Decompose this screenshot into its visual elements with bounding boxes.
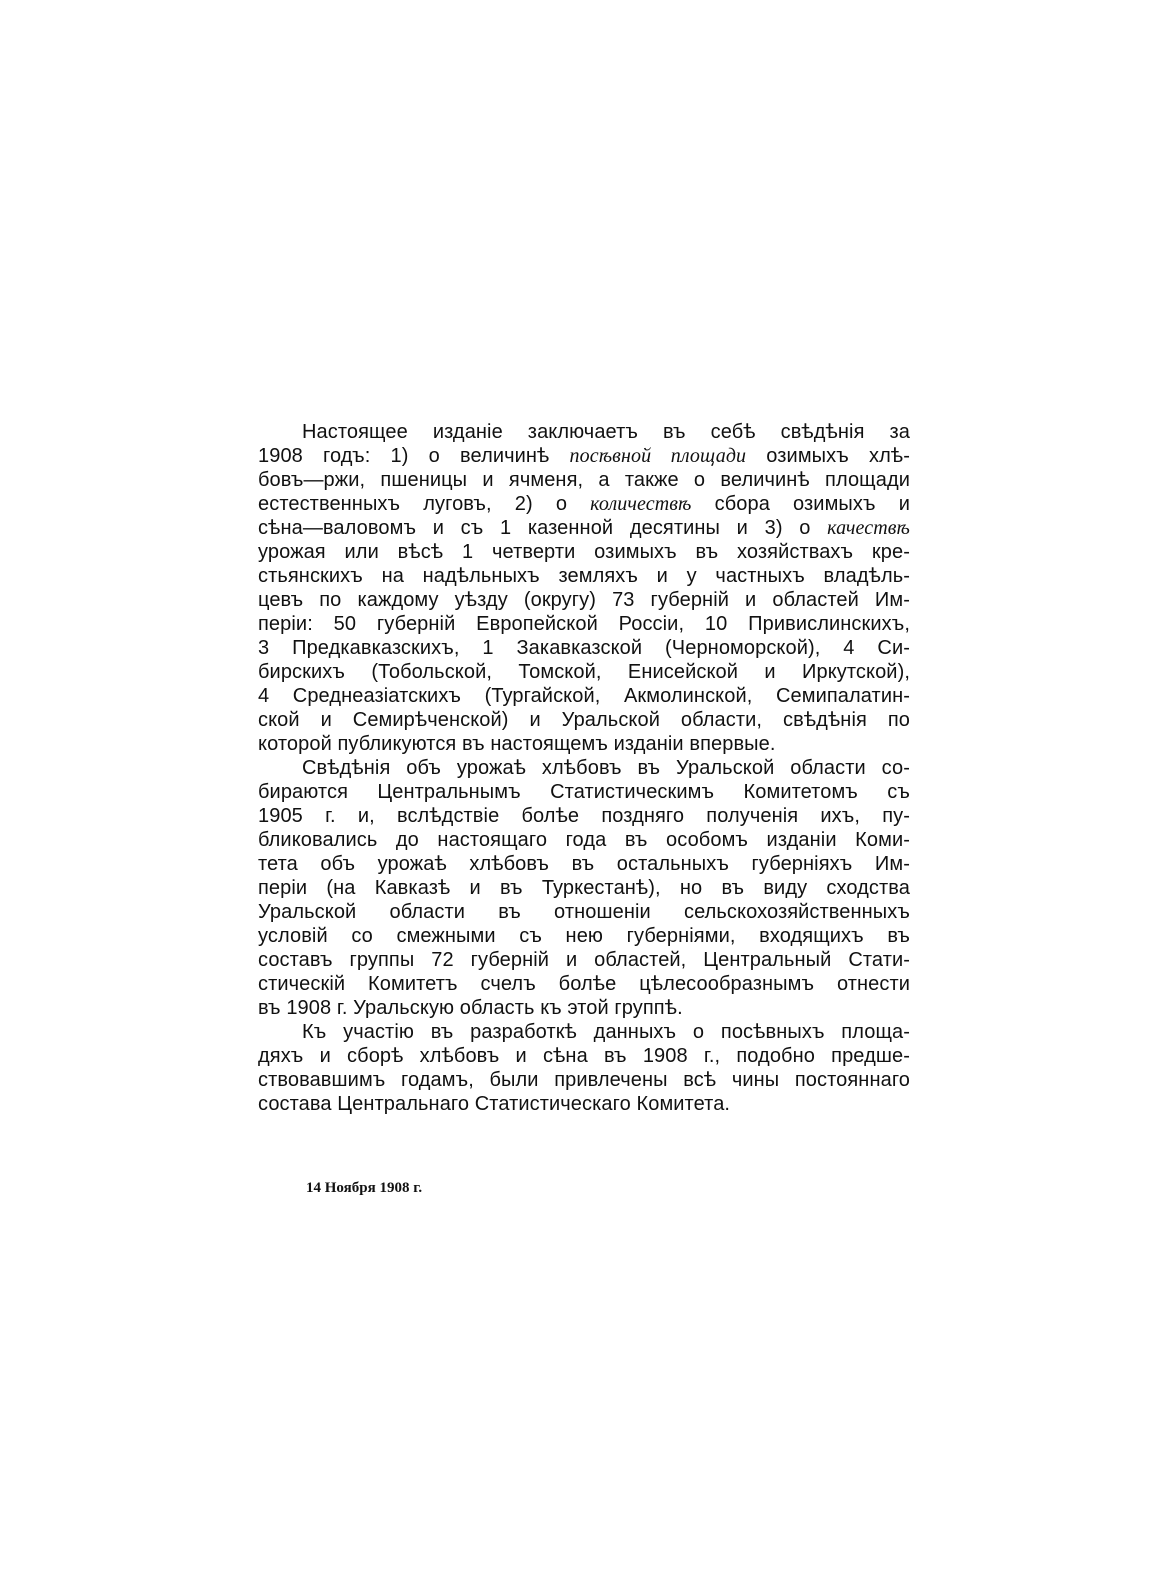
paragraph-1 [258, 420, 910, 756]
text-line: сѣна—валовомъ и съ 1 казенной десятины и 3) о качествѣ [258, 517, 910, 539]
text-line: бирскихъ (Тобольской, Томской, Енисейской и Иркутской), [258, 661, 910, 683]
text-line: стическій Комитетъ счелъ болѣе цѣлесообразнымъ отнести [258, 973, 910, 995]
text-line: бираются Центральнымъ Статистическимъ Комитетомъ съ [258, 781, 910, 803]
text-line: 1908 годъ: 1) о величинѣ посѣвной площади озимыхъ хлѣ- [258, 445, 910, 467]
text-line: 1905 г. и, вслѣдствіе болѣе поздняго полученія ихъ, пу- [258, 805, 910, 827]
paragraph-2 [258, 756, 910, 1020]
text-line: 3 Предкавказскихъ, 1 Закавказской (Черноморской), 4 Си- [258, 637, 910, 659]
italic-emphasis: количествѣ [590, 493, 692, 515]
text-line: урожая или вѣсѣ 1 четверти озимыхъ въ хозяйствахъ кре- [258, 541, 910, 563]
text-line: 4 Среднеазіатскихъ (Тургайской, Акмолинской, Семипалатин- [258, 685, 910, 707]
text-line: бовъ—ржи, пшеницы и ячменя, а также о величинѣ площади [258, 469, 910, 491]
text-line: естественныхъ луговъ, 2) о количествѣ сбора озимыхъ и [258, 493, 910, 515]
text-line: періи (на Кавказѣ и въ Туркестанѣ), но въ виду сходства [258, 877, 910, 899]
text-line: ствовавшимъ годамъ, были привлечены всѣ чины постояннаго [258, 1069, 910, 1091]
document-date: 14 Ноября 1908 г. [306, 1180, 423, 1196]
text-line: дяхъ и сборѣ хлѣбовъ и сѣна въ 1908 г., подобно предше- [258, 1045, 910, 1067]
text-line: составъ группы 72 губерній и областей, Центральный Стати- [258, 949, 910, 971]
paragraph-3 [258, 1020, 910, 1116]
text-line: періи: 50 губерній Европейской Россіи, 10 Привислинскихъ, [258, 613, 910, 635]
body-text [258, 420, 910, 1116]
text-line: Къ участію въ разработкѣ данныхъ о посѣвныхъ площа- [302, 1021, 910, 1043]
text-line: состава Центральнаго Статистическаго Комитета. [258, 1093, 731, 1115]
text-line: цевъ по каждому уѣзду (округу) 73 губерній и областей Им- [258, 589, 910, 611]
text-line: которой публикуются въ настоящемъ изданіи впервые. [258, 733, 776, 755]
text-line: Уральской области въ отношеніи сельскохозяйственныхъ [258, 901, 910, 923]
text-line: Настоящее изданіе заключаетъ въ себѣ свѣдѣнія за [302, 421, 910, 443]
text-line: стьянскихъ на надѣльныхъ земляхъ и у частныхъ владѣль- [258, 565, 910, 587]
text-line: Свѣдѣнія объ урожаѣ хлѣбовъ въ Уральской области со- [302, 757, 910, 779]
italic-emphasis: посѣвной площади [569, 445, 747, 467]
text-line: ской и Семирѣченской) и Уральской области, свѣдѣнія по [258, 709, 910, 731]
text-line: условій со смежными съ нею губерніями, входящихъ въ [258, 925, 910, 947]
text-line: въ 1908 г. Уральскую область къ этой группѣ. [258, 997, 683, 1019]
text-line: тета объ урожаѣ хлѣбовъ въ остальныхъ губерніяхъ Им- [258, 853, 910, 875]
italic-emphasis: качествѣ [827, 517, 910, 539]
text-line: бликовались до настоящаго года въ особомъ изданіи Коми- [258, 829, 910, 851]
